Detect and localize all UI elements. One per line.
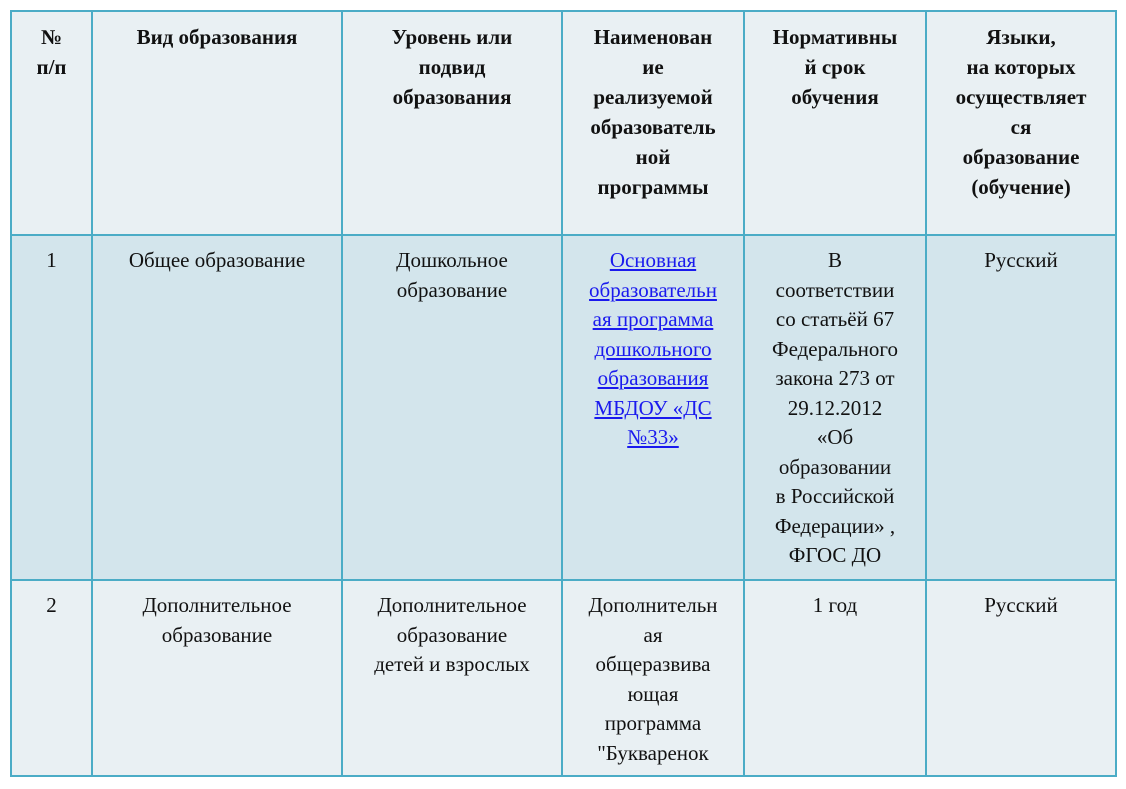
header-number: № п/п	[11, 11, 92, 235]
row-language: Русский	[926, 580, 1116, 776]
header-study-term: Нормативны й срок обучения	[744, 11, 926, 235]
row-program-name: Дополнительн ая общеразвива ющая программа "Букваренок	[562, 580, 744, 776]
row-education-kind: Дополнительное образование	[92, 580, 342, 776]
table-row	[11, 235, 1116, 580]
program-link[interactable]: Основная образовательн ая программа дошкольного образования МБДОУ «ДС №33»	[589, 248, 717, 449]
header-languages: Языки, на которых осуществляет ся образование (обучение)	[926, 11, 1116, 235]
header-education-level: Уровень или подвид образования	[342, 11, 562, 235]
row-number: 2	[11, 580, 92, 776]
header-program-name: Наименован ие реализуемой образователь ной программы	[562, 11, 744, 235]
row-study-term: 1 год	[744, 580, 926, 776]
education-table	[10, 10, 1117, 777]
row-study-term: В соответствии со статьёй 67 Федерального закона 273 от 29.12.2012 «Об образовании в Российской Федерации» , ФГОС ДО	[744, 235, 926, 580]
row-education-level: Дополнительное образование детей и взрослых	[342, 580, 562, 776]
row-language: Русский	[926, 235, 1116, 580]
row-education-level: Дошкольное образование	[342, 235, 562, 580]
row-number: 1	[11, 235, 92, 580]
header-education-kind: Вид образования	[92, 11, 342, 235]
table-row	[11, 580, 1116, 776]
row-education-kind: Общее образование	[92, 235, 342, 580]
row-program-cell	[562, 235, 744, 580]
table-header-row	[11, 11, 1116, 235]
